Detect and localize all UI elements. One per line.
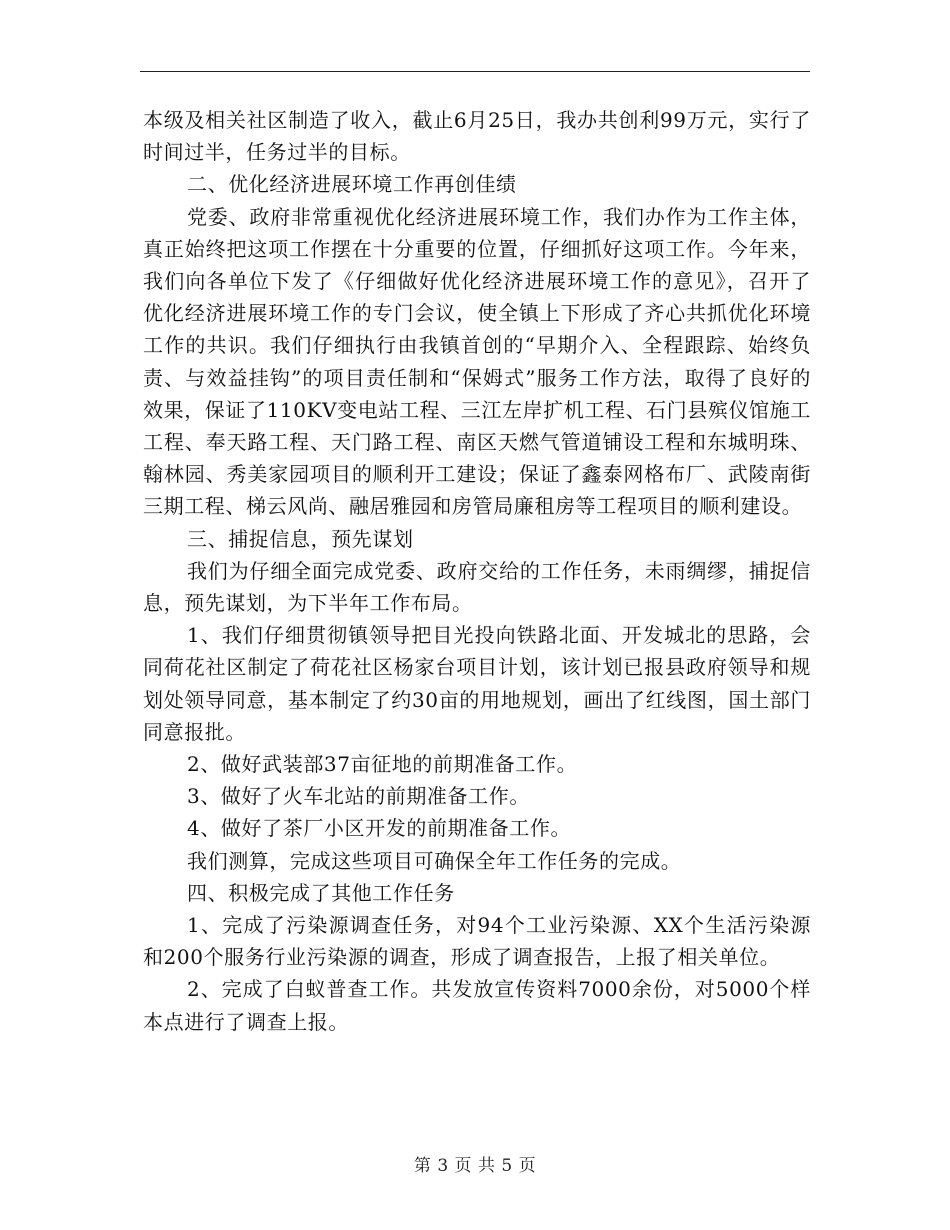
list-item: 2、做好武装部37亩征地的前期准备工作。	[187, 752, 578, 777]
list-item: 1、完成了污染源调查任务，对94个工业污染源、XX个生活污染源和200个服务行业污染源的调查，形成了调查报告，上报了相关单位。	[143, 913, 811, 970]
paragraph: 我们为仔细全面完成党委、政府交给的工作任务，未雨绸缪，捕捉信息，预先谋划，为下半年工作布局。	[143, 558, 811, 616]
list-item: 3、做好了火车北站的前期准备工作。	[187, 784, 530, 809]
list-item: 4、做好了茶厂小区开发的前期准备工作。	[187, 816, 572, 841]
paragraph: 党委、政府非常重视优化经济进展环境工作，我们办作为工作主体，真正始终把这项工作摆在十分重要的位置，仔细抓好这项工作。今年来，我们向各单位下发了《仔细做好优化经济进展环境工作的意见》，召开了优化经济进展环境工作的专门会议，使全镇上下形成了齐心共抓优化环境工作的共识。我们仔细执行由我镇首创的“早期介入、全程跟踪、始终负责、与效益挂钩”的项目责任制和“保姆式”服务工作方法，取得了良好的效果，保证了110KV变电站工程、三江左岸扩机工程、石门县殡仪馆施工工程、奉天路工程、天门路工程、南区天燃气管道铺设工程和东城明珠、翰林园、秀美家园项目的顺利开工建设；保证了鑫泰网格布厂、武陵南街三期工程、梯云风尚、融居雅园和房管局廉租房等工程项目的顺利建设。	[143, 204, 811, 519]
section-heading-2: 二、优化经济进展环境工作再创佳绩	[187, 172, 517, 197]
header-rule	[140, 71, 810, 72]
section-heading-3: 三、捕捉信息，预先谋划	[187, 526, 414, 551]
list-item: 2、完成了白蚁普查工作。共发放宣传资料7000余份，对5000个样本点进行了调查上报。	[143, 977, 811, 1034]
list-item: 1、我们仔细贯彻镇领导把目光投向铁路北面、开发城北的思路，会同荷花社区制定了荷花社区杨家台项目计划，该计划已报县政府领导和规划处领导同意，基本制定了约30亩的用地规划，画出了红线图，国土部门同意报批。	[143, 623, 811, 744]
page-number: 第 3 页 共 5 页	[413, 1156, 537, 1176]
paragraph: 我们测算，完成这些项目可确保全年工作任务的完成。	[187, 848, 682, 873]
paragraph-continuation: 本级及相关社区制造了收入，截止6月25日，我办共创利99万元，实行了时间过半，任务过半的目标。	[143, 108, 811, 165]
document-body	[143, 104, 811, 1038]
section-heading-4: 四、积极完成了其他工作任务	[187, 880, 455, 905]
